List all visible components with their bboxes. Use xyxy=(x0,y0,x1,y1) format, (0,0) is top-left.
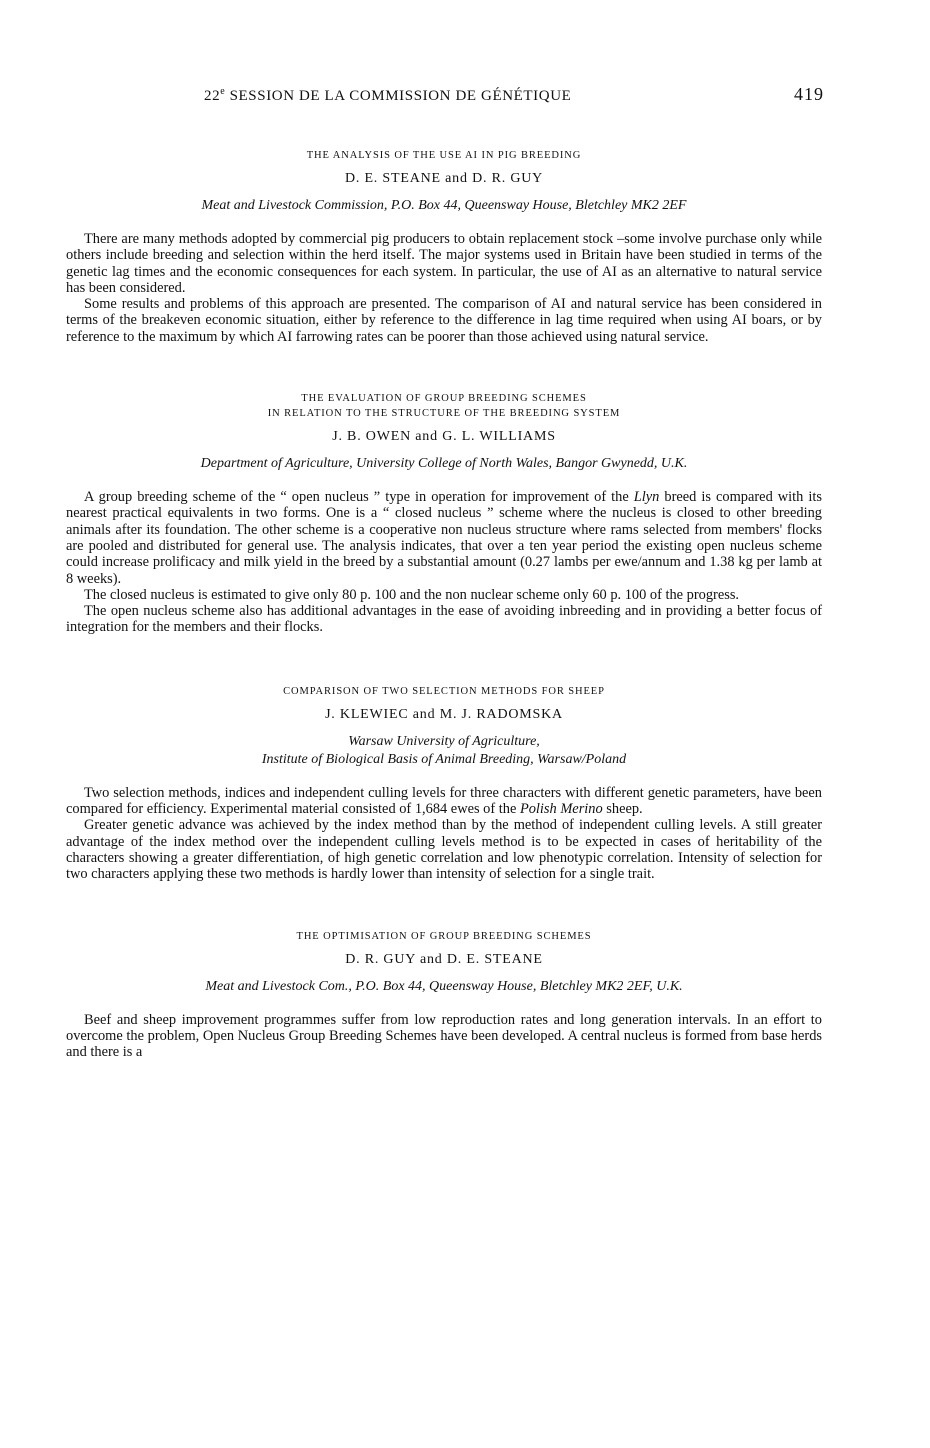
abstract-affiliation xyxy=(66,197,822,215)
abstract-affiliation xyxy=(66,455,822,473)
abstract-title-line: COMPARISON OF TWO SELECTION METHODS FOR SHEEP xyxy=(283,685,605,697)
abstract-paragraph: Some results and problems of this approach are presented. The comparison of AI and natural service has been considered in terms of the breakeven economic situation, either by reference to the difference in lag time required when using AI boars, or by reference to the maximum by which AI farrowing rates can be poorer than those achieved using natural service. xyxy=(66,296,822,345)
abstract-paragraph: The closed nucleus is estimated to give only 80 p. 100 and the non nuclear scheme only 60 p. 100 of the progress. xyxy=(84,586,740,603)
affiliation-line: Department of Agriculture, University College of North Wales, Bangor Gwynedd, U.K. xyxy=(200,456,688,472)
abstract-title-line: THE ANALYSIS OF THE USE AI IN PIG BREEDING xyxy=(306,150,582,161)
abstract-title-line: IN RELATION TO THE STRUCTURE OF THE BREEDING SYSTEM xyxy=(267,408,621,420)
abstract-paragraph: Two selection methods, indices and independent culling levels for three characters with different genetic parameters, have been compared for efficiency. Experimental material consisted of 1,684 ewes of the Polish Merino sheep. xyxy=(66,784,822,818)
abstract-paragraph: Greater genetic advance was achieved by the index method than by the method of independent culling levels. A still greater advantage of the index method over the independent culling levels method is to be expected in cases of heritability of the characters showing a greater differentiation, of high genetic correlation and low phenotypic correlation. Intensity of selection for two characters applying these two methods is hardly lower than intensity of selection for a single trait. xyxy=(66,817,822,883)
abstract-paragraph: There are many methods adopted by commercial pig producers to obtain replacement stock –some involve purchase only while others include breeding and selection within the herd itself. The major systems used in Britain have been studied in terms of the genetic lag times and the economic consequences for each system. In particular, the use of AI as an alternative to natural service has been considered. xyxy=(66,231,822,296)
abstract-paragraph: Beef and sheep improvement programmes suffer from low reproduction rates and long generation intervals. In an effort to overcome the problem, Open Nucleus Group Breeding Schemes have been developed. A central nucleus is formed from base herds and there is a xyxy=(66,1011,822,1061)
abstract-group-breeding-evaluation xyxy=(66,391,822,636)
abstract-body xyxy=(66,231,822,345)
page xyxy=(66,78,822,1060)
abstract-body xyxy=(66,785,822,883)
affiliation-line: Meat and Livestock Commission, P.O. Box 44, Queensway House, Bletchley MK2 2EF xyxy=(201,198,687,213)
abstract-title xyxy=(66,929,822,944)
abstract-paragraph: A group breeding scheme of the “ open nucleus ” type in operation for improvement of the Llyn breed is compared with its nearest practical equivalents in two forms. One is a “ closed nucleus ” scheme where the nucleus is closed to other breeding animals after its foundation. The other scheme is a cooperative non nucleus structure where rams selected from members' flocks are pooled and distributed for general use. The analysis indicates, that over a ten year period the existing open nucleus scheme could increase prolificacy and milk yield in the breed by a substantial amount (0.27 lambs per ewe/annum and 1.38 kg per lamb at 8 weeks). xyxy=(66,489,822,587)
abstract-affiliation xyxy=(66,978,822,996)
session-ordinal: e xyxy=(220,86,226,97)
abstract-group-breeding-optimisation xyxy=(66,929,822,1061)
abstract-title xyxy=(66,684,822,699)
affiliation-line: Warsaw University of Agriculture, xyxy=(348,733,540,749)
italic-term: Polish Merino xyxy=(519,801,603,818)
abstract-title-line: THE EVALUATION OF GROUP BREEDING SCHEMES xyxy=(301,393,587,405)
abstract-title xyxy=(66,391,822,421)
page-number: 419 xyxy=(794,84,824,104)
abstract-authors: D. E. STEANE and D. R. GUY xyxy=(344,171,544,186)
abstract-body xyxy=(66,1012,822,1061)
running-head-title xyxy=(204,86,571,105)
abstract-authors: J. B. OWEN and G. L. WILLIAMS xyxy=(332,429,556,445)
affiliation-line: Meat and Livestock Com., P.O. Box 44, Queensway House, Bletchley MK2 2EF, U.K. xyxy=(205,978,683,994)
running-head xyxy=(66,78,822,102)
abstract-title xyxy=(66,148,822,163)
abstract-body xyxy=(66,489,822,636)
abstract-paragraph: The open nucleus scheme also has additional advantages in the ease of avoiding inbreeding and in providing a better focus of integration for the members and their flocks. xyxy=(66,603,822,636)
abstract-authors: D. R. GUY and D. E. STEANE xyxy=(345,951,543,967)
affiliation-line: Institute of Biological Basis of Animal Breeding, Warsaw/Poland xyxy=(261,751,627,767)
abstract-sheep-selection xyxy=(66,684,822,883)
abstract-title-line: THE OPTIMISATION OF GROUP BREEDING SCHEMES xyxy=(296,930,592,942)
abstract-authors: J. KLEWIEC and M. J. RADOMSKA xyxy=(325,706,563,722)
session-title: SESSION DE LA COMMISSION DE GÉNÉTIQUE xyxy=(225,88,572,104)
abstract-affiliation xyxy=(66,733,822,769)
session-number: 22 xyxy=(204,88,221,104)
italic-term: Llyn xyxy=(633,489,660,506)
abstract-pig-breeding xyxy=(66,148,822,345)
